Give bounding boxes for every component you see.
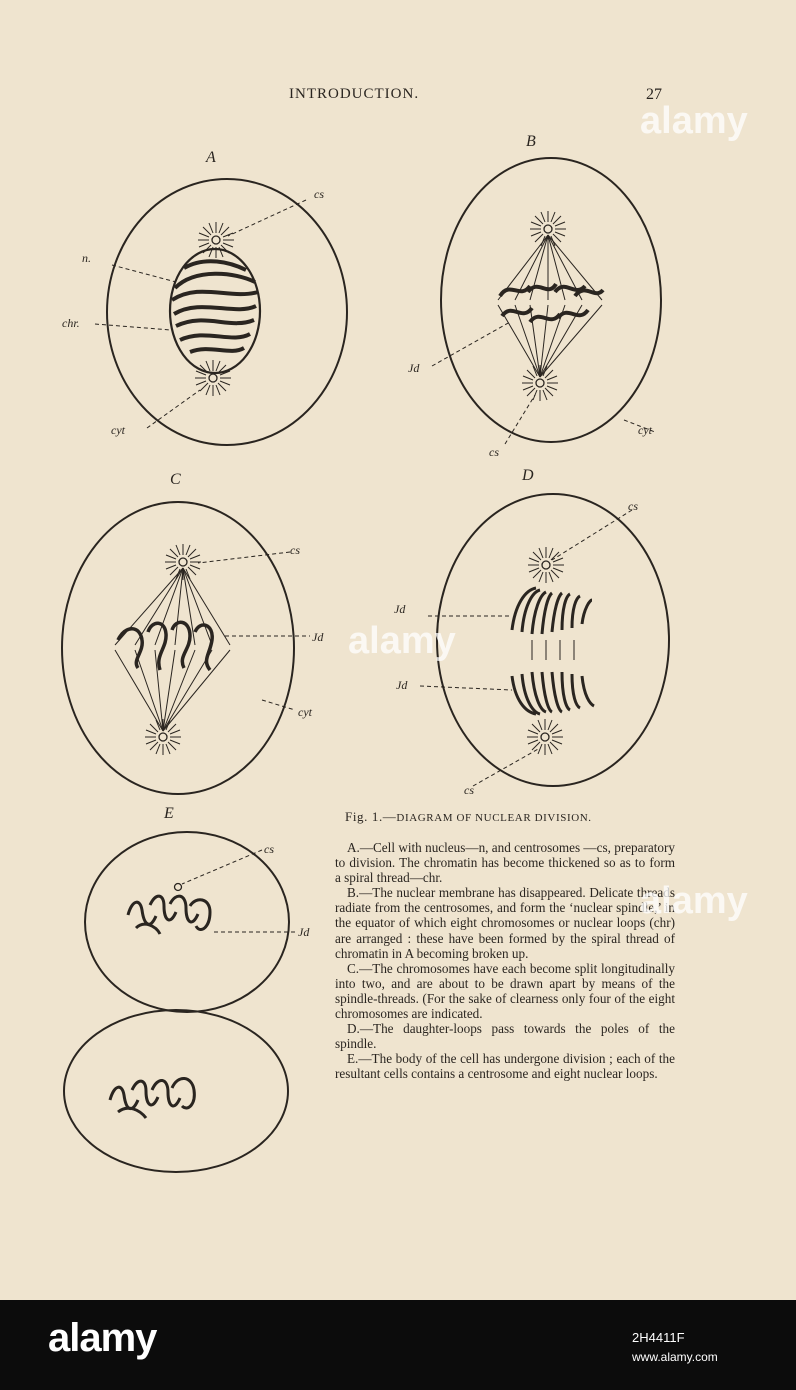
running-head: INTRODUCTION.: [289, 86, 420, 102]
panel-c-figure: [62, 502, 294, 794]
spindle-threads-c: [115, 568, 230, 731]
caption-prefix: Fig. 1.—: [345, 809, 397, 824]
page-number: 27: [646, 86, 662, 103]
centrosome-bottom-a: [195, 360, 231, 396]
centrosome-bottom-d: [527, 719, 563, 755]
panel-e-figure: [64, 832, 289, 1172]
label-a-chromatin: chr.: [62, 316, 80, 330]
label-a-centrosome: cs: [314, 187, 324, 201]
centrosome-top-d: [528, 547, 564, 583]
label-b-centrosome: cs: [489, 445, 499, 459]
caption-title: DIAGRAM OF NUCLEAR DIVISION.: [396, 812, 592, 824]
panel-letter-e: E: [164, 805, 174, 822]
label-d-centrosome-top: cs: [628, 499, 638, 513]
figure-caption: [345, 809, 592, 825]
spindle-threads-b: [498, 235, 602, 377]
watermark-logo-1: alamy: [640, 100, 748, 142]
brand-logo: alamy: [48, 1316, 157, 1360]
legend-entry-b: B.—The nuclear membrane has disappeared. Delicate threads radiate from the centrosomes, and form the ‘nuclear spindle,’ in the equator of which eight chromosomes or nuclear loops (chr) are arranged : these have been formed by the spiral thread of chromatin in A becoming broken up.: [335, 885, 675, 961]
label-c-spindle: Jd: [312, 630, 324, 644]
centrosome-top-c: [165, 544, 201, 580]
label-c-cytoplasm: cyt: [298, 705, 312, 719]
label-e-centrosome: cs: [264, 842, 274, 856]
label-a-nucleus: n.: [82, 251, 91, 265]
panel-letter-c: C: [170, 471, 181, 488]
label-d-centrosome-bottom: cs: [464, 783, 474, 797]
legend-entry-a: A.—Cell with nucleus—n, and centrosomes —cs, preparatory to division. The chromatin has become thickened so as to form a spiral thread—chr.: [335, 840, 675, 886]
watermark-logo-2: alamy: [348, 620, 456, 662]
label-b-cytoplasm: cyt: [638, 423, 652, 437]
centrosome-bottom-b: [522, 365, 558, 401]
watermark-logo-3: alamy: [640, 880, 748, 922]
panel-letter-d: D: [522, 467, 534, 484]
chromatin-spiral-thread: [172, 261, 258, 352]
centrosome-bottom-c: [145, 719, 181, 755]
spindle-remnant-d: [532, 640, 574, 660]
legend-entry-e: E.—The body of the cell has undergone division ; each of the resultant cells contains a centrosome and eight nuclear loops.: [335, 1051, 675, 1082]
legend-entry-d: D.—The daughter-loops pass towards the poles of the spindle.: [335, 1021, 675, 1052]
nuclear-loops-e-upper: [128, 896, 210, 934]
panel-b-figure: [441, 158, 661, 442]
site-url: www.alamy.com: [632, 1350, 718, 1364]
panel-a-figure: [107, 179, 347, 445]
panel-letter-a: A: [206, 149, 216, 166]
image-id: 2H4411F: [632, 1330, 685, 1345]
nuclear-loops-e-lower: [110, 1078, 194, 1118]
label-d-spindle-upper: Jd: [394, 602, 406, 616]
daughter-loops-d: [512, 588, 594, 714]
label-b-spindle: Jd: [408, 361, 420, 375]
label-d-spindle-lower: Jd: [396, 678, 408, 692]
label-e-spindle: Jd: [298, 925, 310, 939]
panel-d-figure: [437, 494, 669, 786]
figure-legend: [335, 840, 675, 1082]
panel-letter-b: B: [526, 133, 536, 150]
label-c-centrosome: cs: [290, 543, 300, 557]
legend-entry-c: C.—The chromosomes have each become split longitudinally into two, and are about to be drawn apart by means of the spindle-threads. (For the sake of clearness only four of the eight chromosomes are indicated.: [335, 960, 675, 1022]
chromosomes-c: [118, 622, 212, 670]
centrosome-e-upper: [175, 884, 182, 891]
label-a-cytoplasm: cyt: [111, 423, 125, 437]
chromosomes-b: [500, 284, 603, 322]
